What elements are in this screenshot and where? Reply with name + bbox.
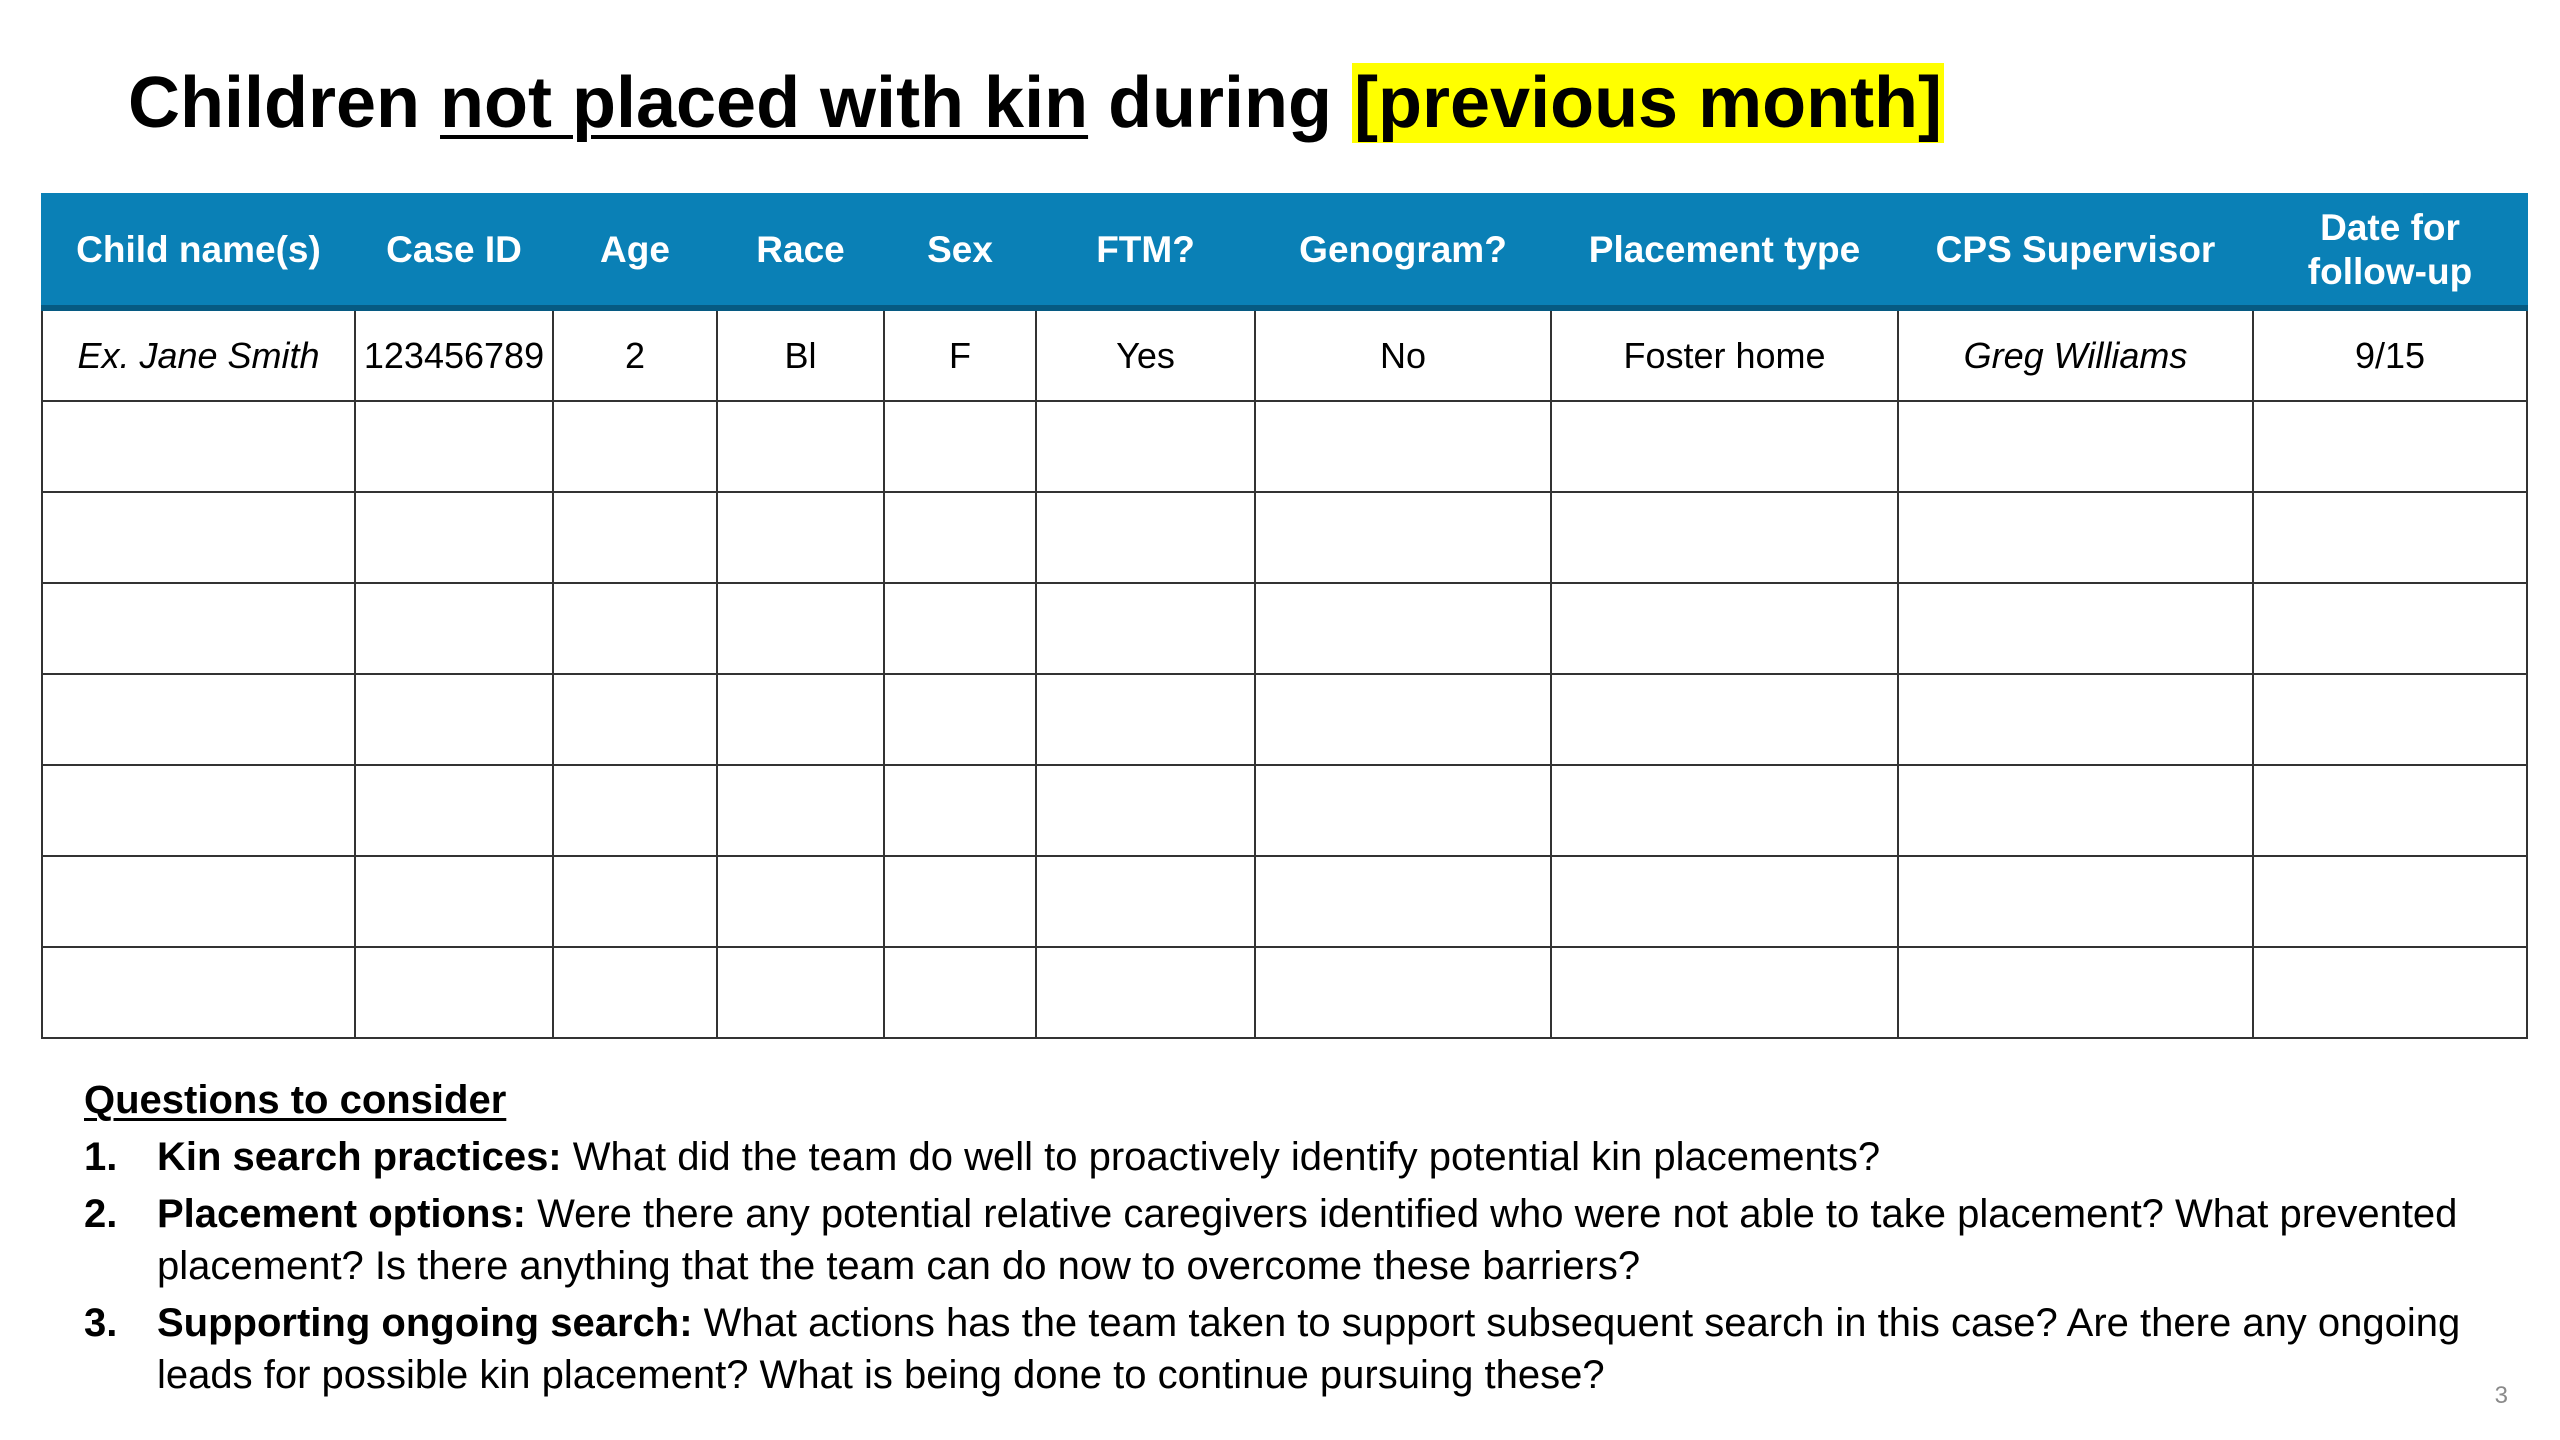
header-child-name: Child name(s): [42, 194, 355, 308]
empty-cell[interactable]: [1036, 401, 1255, 492]
empty-cell[interactable]: [2253, 856, 2527, 947]
empty-cell[interactable]: [884, 947, 1036, 1038]
question-label: Kin search practices:: [157, 1135, 562, 1179]
empty-cell[interactable]: [1551, 765, 1898, 856]
cell-cps-supervisor[interactable]: Greg Williams: [1898, 308, 2253, 401]
empty-cell[interactable]: [2253, 583, 2527, 674]
header-sex: Sex: [884, 194, 1036, 308]
empty-cell[interactable]: [2253, 401, 2527, 492]
empty-cell[interactable]: [553, 674, 717, 765]
empty-cell[interactable]: [1255, 765, 1551, 856]
empty-cell[interactable]: [1255, 583, 1551, 674]
question-item: [84, 1297, 2464, 1401]
header-genogram: Genogram?: [1255, 194, 1551, 308]
title-highlighted-placeholder: [previous month]: [1354, 63, 1943, 143]
empty-cell[interactable]: [1898, 765, 2253, 856]
empty-cell[interactable]: [355, 401, 553, 492]
cell-ftm[interactable]: Yes: [1036, 308, 1255, 401]
question-text: [157, 1188, 2464, 1292]
empty-cell[interactable]: [717, 583, 884, 674]
cell-case-id[interactable]: 123456789: [355, 308, 553, 401]
header-ftm: FTM?: [1036, 194, 1255, 308]
table-row-empty: [42, 674, 2527, 765]
empty-cell[interactable]: [553, 947, 717, 1038]
empty-cell[interactable]: [1551, 674, 1898, 765]
empty-cell[interactable]: [1898, 674, 2253, 765]
question-number: 3.: [84, 1301, 118, 1345]
empty-cell[interactable]: [355, 674, 553, 765]
empty-cell[interactable]: [42, 856, 355, 947]
empty-cell[interactable]: [355, 583, 553, 674]
header-race: Race: [717, 194, 884, 308]
cell-child-name[interactable]: Ex. Jane Smith: [42, 308, 355, 401]
table-row-empty: [42, 765, 2527, 856]
table-row-empty: [42, 401, 2527, 492]
empty-cell[interactable]: [1551, 401, 1898, 492]
empty-cell[interactable]: [1551, 583, 1898, 674]
question-item: [84, 1131, 2464, 1183]
header-placement-type: Placement type: [1551, 194, 1898, 308]
question-number: 2.: [84, 1192, 118, 1236]
question-text: [157, 1297, 2464, 1401]
empty-cell[interactable]: [42, 401, 355, 492]
empty-cell[interactable]: [42, 947, 355, 1038]
kin-placement-table: [41, 193, 2528, 1039]
question-number: 1.: [84, 1135, 118, 1179]
empty-cell[interactable]: [355, 856, 553, 947]
table-row-example: [42, 308, 2527, 401]
header-cps-supervisor: CPS Supervisor: [1898, 194, 2253, 308]
question-text: [157, 1131, 2464, 1183]
title-part-1: Children: [128, 63, 441, 143]
empty-cell[interactable]: [553, 765, 717, 856]
empty-cell[interactable]: [42, 492, 355, 583]
empty-cell[interactable]: [884, 401, 1036, 492]
empty-cell[interactable]: [717, 947, 884, 1038]
empty-cell[interactable]: [1898, 856, 2253, 947]
empty-cell[interactable]: [553, 583, 717, 674]
header-followup-line-1: Date for: [2320, 207, 2460, 248]
empty-cell[interactable]: [1036, 856, 1255, 947]
empty-cell[interactable]: [42, 583, 355, 674]
header-case-id: Case ID: [355, 194, 553, 308]
cell-age[interactable]: 2: [553, 308, 717, 401]
empty-cell[interactable]: [1898, 492, 2253, 583]
empty-cell[interactable]: [553, 856, 717, 947]
empty-cell[interactable]: [42, 765, 355, 856]
cell-followup-date[interactable]: 9/15: [2253, 308, 2527, 401]
empty-cell[interactable]: [355, 947, 553, 1038]
header-followup-date: [2253, 194, 2527, 308]
empty-cell[interactable]: [355, 492, 553, 583]
header-followup-line-2: follow-up: [2307, 251, 2473, 292]
table-row-empty: [42, 856, 2527, 947]
empty-cell[interactable]: [884, 674, 1036, 765]
table-header-row: [42, 194, 2527, 308]
cell-sex[interactable]: F: [884, 308, 1036, 401]
title-underlined-phrase: not placed with kin: [440, 63, 1089, 143]
empty-cell[interactable]: [42, 674, 355, 765]
empty-cell[interactable]: [1036, 674, 1255, 765]
empty-cell[interactable]: [1898, 583, 2253, 674]
empty-cell[interactable]: [1255, 947, 1551, 1038]
empty-cell[interactable]: [717, 674, 884, 765]
empty-cell[interactable]: [1898, 401, 2253, 492]
empty-cell[interactable]: [1551, 856, 1898, 947]
table-row-empty: [42, 492, 2527, 583]
cell-placement-type[interactable]: Foster home: [1551, 308, 1898, 401]
table-row-empty: [42, 947, 2527, 1038]
empty-cell[interactable]: [2253, 947, 2527, 1038]
question-label: Supporting ongoing search:: [157, 1301, 693, 1345]
empty-cell[interactable]: [2253, 765, 2527, 856]
question-body: What did the team do well to proactively identify potential kin placements?: [561, 1135, 1881, 1179]
empty-cell[interactable]: [1036, 583, 1255, 674]
table-row-empty: [42, 583, 2527, 674]
empty-cell[interactable]: [884, 583, 1036, 674]
empty-cell[interactable]: [2253, 674, 2527, 765]
question-label: Placement options:: [157, 1192, 526, 1236]
empty-cell[interactable]: [717, 492, 884, 583]
question-body: What actions has the team taken to support subsequent search in this case? Are there any ongoing leads for possible kin placement? What is being done to continue pursuing these?: [157, 1301, 2461, 1397]
page-title: [128, 56, 1944, 151]
empty-cell[interactable]: [884, 492, 1036, 583]
empty-cell[interactable]: [717, 401, 884, 492]
empty-cell[interactable]: [553, 492, 717, 583]
cell-race[interactable]: Bl: [717, 308, 884, 401]
question-body: Were there any potential relative caregivers identified who were not able to take placement? What prevented placement? Is there anything that the team can do now to overcome these barriers?: [157, 1192, 2458, 1288]
empty-cell[interactable]: [884, 765, 1036, 856]
empty-cell[interactable]: [1255, 856, 1551, 947]
cell-genogram[interactable]: No: [1255, 308, 1551, 401]
empty-cell[interactable]: [355, 765, 553, 856]
header-age: Age: [553, 194, 717, 308]
questions-section: [84, 1074, 2464, 1401]
questions-heading: Questions to consider: [84, 1078, 507, 1122]
empty-cell[interactable]: [1255, 492, 1551, 583]
question-item: [84, 1188, 2464, 1292]
empty-cell[interactable]: [1255, 401, 1551, 492]
title-part-2: during: [1088, 63, 1353, 143]
empty-cell[interactable]: [1551, 947, 1898, 1038]
page-number: 3: [2494, 1382, 2508, 1409]
empty-cell[interactable]: [1551, 492, 1898, 583]
empty-cell[interactable]: [1036, 765, 1255, 856]
empty-cell[interactable]: [884, 856, 1036, 947]
empty-cell[interactable]: [1036, 492, 1255, 583]
empty-cell[interactable]: [1898, 947, 2253, 1038]
empty-cell[interactable]: [2253, 492, 2527, 583]
empty-cell[interactable]: [717, 856, 884, 947]
empty-cell[interactable]: [1036, 947, 1255, 1038]
empty-cell[interactable]: [1255, 674, 1551, 765]
empty-cell[interactable]: [717, 765, 884, 856]
empty-cell[interactable]: [553, 401, 717, 492]
